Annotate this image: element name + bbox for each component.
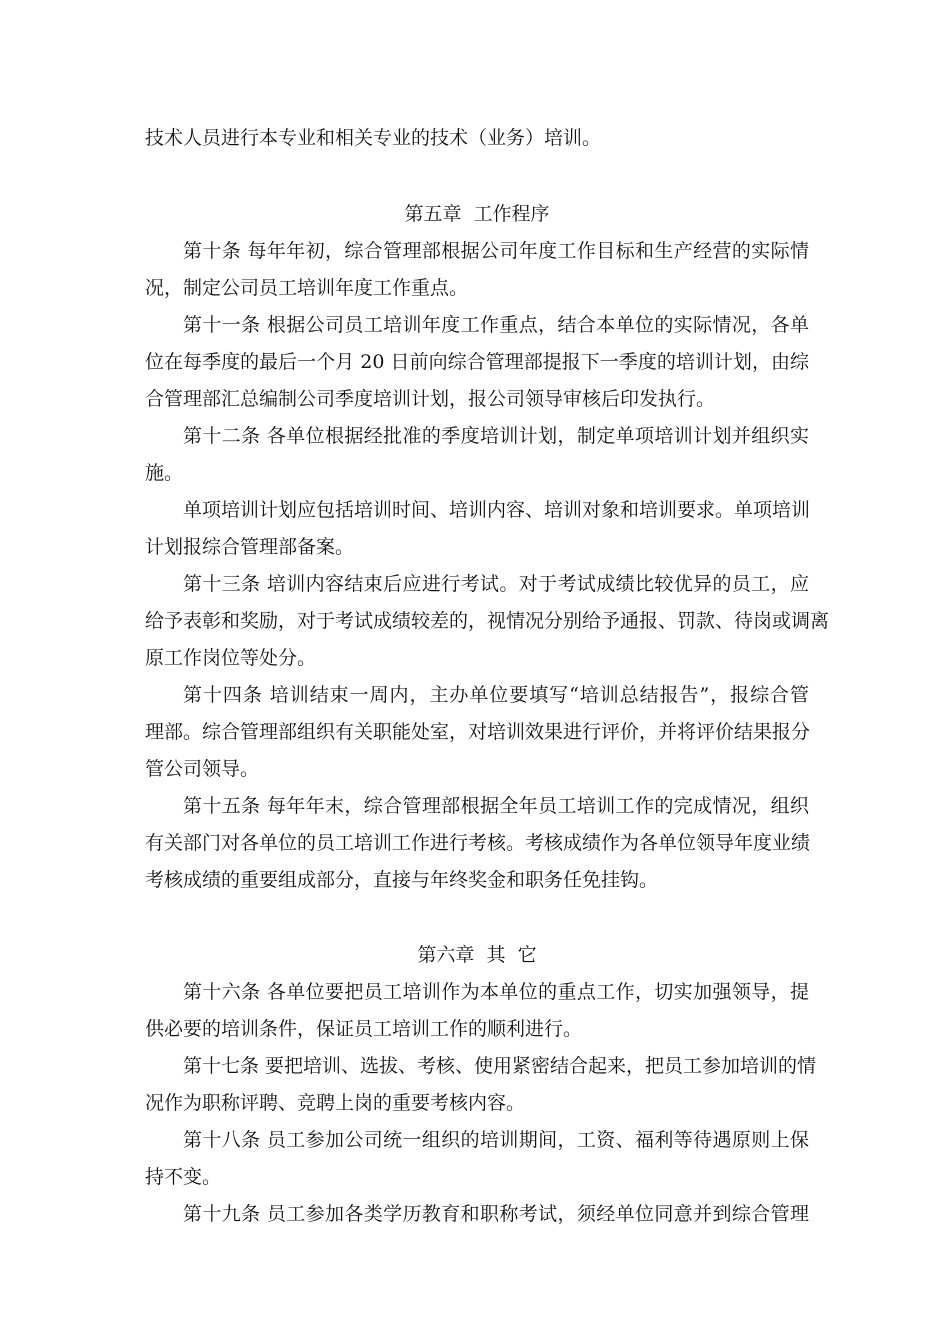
paragraph-line: 第十七条 要把培训、选拔、考核、使用紧密结合起来，把员工参加培训的情 xyxy=(183,1055,817,1077)
spacer xyxy=(145,899,809,937)
paragraph-line: 管公司领导。 xyxy=(145,758,260,780)
article-12-detail xyxy=(145,492,809,566)
paragraph-line: 合管理部汇总编制公司季度培训计划，报公司领导审核后印发执行。 xyxy=(145,388,716,410)
paragraph-line: 理部。综合管理部组织有关职能处室，对培训效果进行评价，并将评价结果报分 xyxy=(145,721,811,743)
paragraph-line: 第十一条 根据公司员工培训年度工作重点，结合本单位的实际情况，各单 xyxy=(183,314,809,336)
paragraph-line: 第十二条 各单位根据经批准的季度培训计划，制定单项培训计划并组织实 xyxy=(183,425,809,447)
article-10 xyxy=(145,233,809,307)
paragraph-line: 第十五条 每年年末，综合管理部根据全年员工培训工作的完成情况，组织 xyxy=(183,795,809,817)
paragraph-line: 位在每季度的最后一个月 20 日前向综合管理部提报下一季度的培训计划，由综 xyxy=(145,351,809,373)
paragraph-line: 计划报综合管理部备案。 xyxy=(145,536,355,558)
paragraph-line: 况作为职称评聘、竞聘上岗的重要考核内容。 xyxy=(145,1092,526,1114)
article-11 xyxy=(145,307,809,418)
paragraph-line: 有关部门对各单位的员工培训工作进行考核。考核成绩作为各单位领导年度业绩 xyxy=(145,832,811,854)
intro-line: 技术人员进行本专业和相关专业的技术（业务）培训。 xyxy=(145,127,602,149)
article-18 xyxy=(145,1122,809,1196)
paragraph-line: 给予表彰和奖励，对于考试成绩较差的，视情况分别给予通报、罚款、待岗或调离 xyxy=(145,610,830,632)
paragraph-line: 供必要的培训条件，保证员工培训工作的顺利进行。 xyxy=(145,1018,583,1040)
paragraph-line: 施。 xyxy=(145,462,184,484)
article-17 xyxy=(145,1048,817,1122)
paragraph-line: 原工作岗位等处分。 xyxy=(145,647,317,669)
paragraph-line: 况，制定公司员工培训年度工作重点。 xyxy=(145,277,469,299)
paragraph-line: 第十条 每年年初，综合管理部根据公司年度工作目标和生产经营的实际情 xyxy=(183,240,809,262)
paragraph-line: 第十九条 员工参加各类学历教育和职称考试，须经单位同意并到综合管理 xyxy=(183,1203,809,1225)
article-19 xyxy=(145,1196,809,1233)
article-13 xyxy=(145,566,830,677)
article-14 xyxy=(145,677,809,788)
paragraph-line: 第十六条 各单位要把员工培训作为本单位的重点工作，切实加强领导，提 xyxy=(183,981,809,1003)
paragraph-line: 单项培训计划应包括培训时间、培训内容、培训对象和培训要求。单项培训 xyxy=(183,499,811,521)
article-16 xyxy=(145,974,809,1048)
document-body xyxy=(145,120,830,1233)
chapter6-title: 第六章 其 它 xyxy=(417,944,537,966)
paragraph-line: 第十四条 培训结束一周内，主办单位要填写“培训总结报告”，报综合管 xyxy=(183,684,809,706)
article-15 xyxy=(145,788,809,899)
chapter5-title: 第五章 工作程序 xyxy=(404,203,550,225)
spacer xyxy=(145,157,809,196)
paragraph-line: 考核成绩的重要组成部分，直接与年终奖金和职务任免挂钩。 xyxy=(145,869,659,891)
article-12 xyxy=(145,418,809,492)
paragraph-line: 持不变。 xyxy=(145,1166,222,1188)
paragraph-line: 第十三条 培训内容结束后应进行考试。对于考试成绩比较优异的员工，应 xyxy=(183,573,809,595)
paragraph-line: 第十八条 员工参加公司统一组织的培训期间，工资、福利等待遇原则上保 xyxy=(183,1129,809,1151)
